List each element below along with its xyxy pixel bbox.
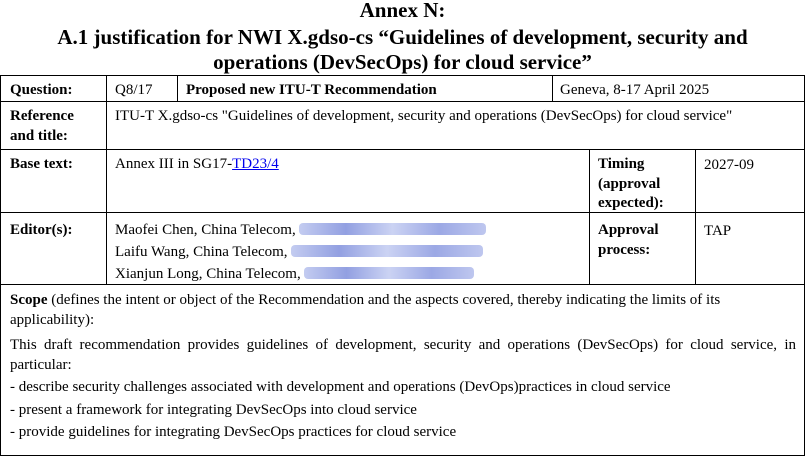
scope-label: Scope bbox=[10, 292, 48, 308]
approval-label-line-1: Approval bbox=[598, 222, 659, 238]
redacted-email bbox=[291, 245, 483, 257]
base-text-value bbox=[115, 154, 279, 174]
editor-name: Laifu Wang, China Telecom, bbox=[115, 244, 288, 260]
editor-name: Xianjun Long, China Telecom, bbox=[115, 266, 301, 282]
timing-label-line-1: Timing bbox=[598, 156, 645, 172]
timing-label-line-2: (approval bbox=[598, 176, 661, 192]
scope-definition-text: (defines the intent or object of the Recommendation and the aspects covered, thereby indicating the limits of its applicability): bbox=[10, 292, 721, 328]
question-label: Question: bbox=[10, 82, 73, 98]
document-title-line-2: operations (DevSecOps) for cloud service” bbox=[213, 50, 592, 74]
timing-value: 2027-09 bbox=[704, 157, 754, 173]
reference-label-line-1: Reference bbox=[10, 108, 74, 124]
redacted-email bbox=[299, 223, 486, 235]
timing-label-line-3: expected): bbox=[598, 195, 664, 211]
scope-bullet: - describe security challenges associated with development and operations (DevOps)practices in cloud service bbox=[10, 379, 671, 395]
scope-intro: This draft recommendation provides guidelines of development, security and operations (DevSecOps) for cloud service, in particular: bbox=[10, 337, 796, 373]
redacted-email bbox=[304, 267, 474, 279]
proposed-recommendation-label: Proposed new ITU-T Recommendation bbox=[186, 82, 437, 98]
base-text-prefix: Annex III in SG17- bbox=[115, 156, 233, 172]
base-text-label: Base text: bbox=[10, 156, 73, 172]
reference-label-line-2: and title: bbox=[10, 128, 68, 144]
scope-definition bbox=[10, 290, 796, 330]
base-text-link[interactable]: TD23/4 bbox=[232, 156, 279, 172]
editor-entry bbox=[115, 242, 483, 262]
scope-bullet: - present a framework for integrating DevSecOps into cloud service bbox=[10, 402, 417, 418]
approval-label-line-2: process: bbox=[598, 242, 651, 258]
question-value: Q8/17 bbox=[115, 82, 153, 98]
editor-entry bbox=[115, 264, 474, 284]
annex-heading: Annex N: bbox=[359, 0, 446, 22]
reference-title-value: ITU-T X.gdso-cs "Guidelines of development, security and operations (DevSecOps) for cloud service" bbox=[115, 108, 733, 124]
meeting-venue-date: Geneva, 8-17 April 2025 bbox=[560, 82, 710, 98]
editors-label: Editor(s): bbox=[10, 222, 73, 238]
editor-entry bbox=[115, 220, 486, 240]
document-title-line-1: A.1 justification for NWI X.gdso-cs “Guidelines of development, security and bbox=[57, 25, 748, 49]
editor-name: Maofei Chen, China Telecom, bbox=[115, 222, 296, 238]
approval-process-value: TAP bbox=[704, 223, 732, 239]
scope-bullet: - provide guidelines for integrating DevSecOps practices for cloud service bbox=[10, 424, 457, 440]
